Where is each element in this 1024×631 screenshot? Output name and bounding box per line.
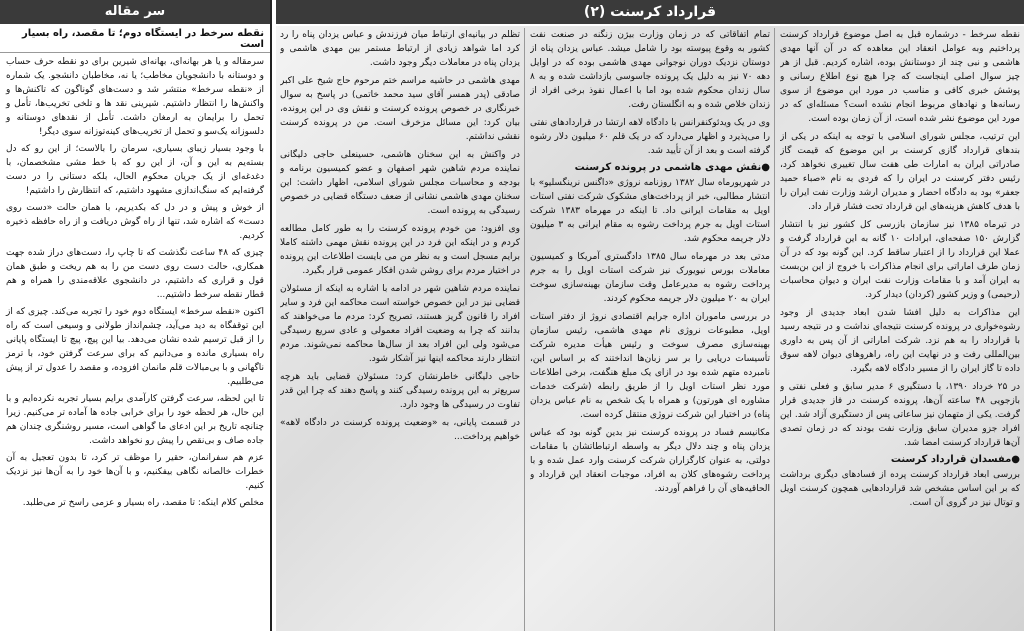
editorial-paragraph: عزم هم سفرانمان، حقیر را موظف تر کرد، تا بدون تعجیل به آن خطرات خالصانه نگاهی بیفکنیم، و با آن‌ها خود را به آن‌ها نیز نزدیک کنیم. xyxy=(6,453,264,491)
editorial-column xyxy=(0,0,272,631)
article-paragraph: مهدی هاشمی در حاشیه مراسم ختم مرحوم حاج شیخ علی اکبر صادقی (پدر همسر آقای سید محمد خاتمی) در پاسخ به سوال خبرنگاری در خصوص پرونده کرسنت و نقش وی در این پرونده، بیان کرد: این مسائل مزخرف است. من در پرونده کرسنت نقشی نداشتم. xyxy=(280,76,520,142)
article-column-2 xyxy=(530,28,770,631)
article-column-3 xyxy=(280,28,520,631)
editorial-body xyxy=(0,53,270,515)
article-body xyxy=(276,26,1024,631)
article-section xyxy=(276,0,1024,631)
article-paragraph: مدتی بعد در مهرماه سال ۱۳۸۵ دادگستری آمریکا و کمیسیون معاملات بورس نیویورک نیز شرکت استات اویل را به جرم پرداخت رشوه به مدیرعامل وقت سازمان بهینه‌سازی سوخت ایران به ۲۰ میلیون دلار جریمه محکوم کردند. xyxy=(530,252,770,304)
editorial-paragraph: سرمقاله و یا هر بهانه‌ای، بهانه‌ای شیرین برای دو نقطه حرف حساب و دوستانه با دانشجویان مخاطب؛ یا نه، مخاطبان دانشجو. یک شماره از «نقطه سرخط» منتشر شد و دست‌های گوناگون که تاکنش‌ها و واکنش‌ها را انتظار داشتیم. شیرینی نقد ها و تلخی تخریب‌ها، تأمل و تحمل را برایمان به ارمغان داشت. تأمل از نقدهای دوستانه و دلسوزانه یک‌سو و تحمل از تخریب‌های کینه‌توزانه سوی دیگر! xyxy=(6,57,264,137)
article-paragraph: در بررسی ماموران اداره جرایم اقتصادی نروژ از دفتر استات اویل، مطبوعات نروژی نام مهدی هاشمی، رئیس سازمان بهینه‌سازی مصرف سوخت و رئیس هیأت مدیره شرکت تأسیسات دریایی را بر سر زبان‌ها انداختند که بر اساس این، نامبرده متهم شده بود در ازای یک مبلغ هنگفت، برخی اطلاعات مورد نظر استات اویل را از طریق رابطه (شرکت خدمات مشاوره ای هورتون) و همراه با یک شخص به نام عباس یزدان پناه) در اختیار این شرکت نروژی منتقل کرده است. xyxy=(530,312,770,420)
article-column-1 xyxy=(780,28,1020,631)
article-paragraph: بررسی ابعاد قرارداد کرسنت پرده از فسادهای دیگری برداشت که بر این اساس مشخص شد قراردادهایی همچون کرسنت اویل و توتال نیز در گروی آن است. xyxy=(780,470,1020,508)
article-paragraph: وی افزود: من خودم پرونده کرسنت را به طور کامل مطالعه کردم و در اینکه این فرد در این پرونده نقش مهمی داشته کاملا برایم مسجل است و به نظر من می بایست اطلاعات این پرونده در اختیار مردم برای روشن شدن افکار عمومی قرار بگیرد. xyxy=(280,224,520,276)
column-divider xyxy=(774,28,775,631)
article-subheading: ●مفسدان قرارداد کرسنت xyxy=(890,454,1020,465)
article-paragraph: این ترتیب، مجلس شورای اسلامی با توجه به اینکه در یکی از بندهای قرارداد گازی کرسنت بر این موضوع که قیمت گاز صادراتی ایران به امارات طی هفت سال تغییری نخواهد کرد، رئیس دفتر کرسنت در ایران را که فردی به نام «صباء حمید جعفر» بود به دادگاه احضار و مدیران ارشد وزارت نفت ایران را با هدف کاهش هزینه‌های این قرارداد تحت فشار قرار داد. xyxy=(780,132,1020,212)
article-paragraph: نقطه سرخط - درشماره قبل به اصل موضوع قرارداد کرسنت پرداختیم وبه عوامل انعقاد این معاهده که در آن آنها مهدی هاشمی و نبی چند از دوستانش بوده، اشاره کردیم. قبل از هر چیز سوال اصلی اینجاست که چرا هیچ نوع اطلاع رسانی و پوشش خبری کافی و مناسب در مورد این موضوع از سوی رسانه‌ها و نهادهای مربوط انجام نشده است؟ مسئله‌ای که در مورد این موضوع نشر شده است، از آن زمان بوده است. xyxy=(780,30,1020,124)
editorial-paragraph: اکنون «نقطه سرخط» ایستگاه دوم خود را تجربه می‌کند. چیزی که از این توقفگاه به دید می‌آید، چشم‌انداز طولانی و وسیعی است که راه را از قبل ترسیم شده نشان می‌دهد. بیا این پیچ، پیچ تا ایستگاه پایانی راه بسیاری مانده و می‌دانیم که برای سرعت گرفتن خود، با ترمز ناگهانی و با بی‌مبالات قلم مانمان افزوده، و مقصد را عدول تر از پیش می‌طلبیم. xyxy=(6,307,264,387)
editorial-paragraph: مخلص کلام اینکه: تا مقصد، راه بسیار و عزمی راسخ تر می‌طلبد. xyxy=(22,498,264,508)
article-paragraph: در شهریورماه سال ۱۳۸۲ روزنامه نروژی «داگنس نرینگسلیو» با انتشار مطالبی، خبر از پرداخت‌های مشکوک شرکت نفتی استات اویل به مقامات ایرانی داد. تا اینکه در مهرماه ۱۳۸۳ شرکت استات اویل به جرم پرداخت رشوه به مقام ایرانی به ۳ میلیون دلار جریمه محکوم شد. xyxy=(530,178,770,244)
article-paragraph: این مذاکرات به دلیل افشا شدن ابعاد جدیدی از وجود رشوه‌خواری در پرونده کرسنت نتیجه‌ای نداشت و در نتیجه رسید با قرارداد را به هم نزد. شرکت اماراتی از آن پس به داوری بین‌المللی رفت و در نهایت این راه، راهروهای دیوان لاهه سوق داده تا گاز ایران را از مسیر دادگاه لاهه بگیرد. xyxy=(780,308,1020,374)
article-paragraph: در ۲۵ خرداد ۱۳۹۰، با دستگیری ۶ مدیر سابق و فعلی نفتی و بازجویی ۴۸ ساعته آن‌ها، پرونده کرسنت در فاز جدیدی قرار گرفت. یکی از متهمان نیز ساعاتی پس از دستگیری آزاد شد. این افراد جزو مدیران سابق وزارت نفت بودند که در زمان تصدی آن‌ها قرارداد کرسنت امضا شد. xyxy=(780,382,1020,448)
editorial-title: نقطه سرخط در ایستگاه دوم؛ تا مقصد، راه بسیار است xyxy=(0,24,270,53)
article-paragraph: در تیرماه ۱۳۸۵ نیز سازمان بازرسی کل کشور نیز با انتشار گزارش ۱۵۰ صفحه‌ای، ابرادات ۱۰ گانه به این قرارداد گرفت و عملا این قرارداد را از اعتبار ساقط کرد. این گونه بود که در آن زمان طرف اماراتی برای انجام مذاکرات با خروج از این بن‌بست به ایران آمد و با مقامات وزارت نفت ایران و دیوان محاسبات (رحیمی) و وزیر کشور (کردان) دیدار کرد. xyxy=(780,220,1020,300)
article-paragraph: در قسمت پایانی، به «وضعیت پرونده کرسنت در دادگاه لاهه» خواهیم پرداخت... xyxy=(280,418,520,442)
article-paragraph: مکانیسم فساد در پرونده کرسنت نیز بدین گونه بود که عباس یزدان پناه و چند دلال دیگر به واسطه ارتباطاتشان با مقامات دولتی، به عنوان کارگزاران شرکت کرسنت وارد عمل شده و با پرداخت رشوه‌های کلان به افراد، موجبات انعقاد این قرارداد و الحاقیه‌های آن را فراهم آوردند. xyxy=(530,428,770,494)
article-header: قرارداد کرسنت (۲) xyxy=(276,0,1024,24)
article-paragraph: در واکنش به این سخنان هاشمی، حسینعلی حاجی دلیگانی نماینده مردم شاهین شهر اصفهان و عضو کمیسیون برنامه و بودجه و محاسبات مجلس شورای اسلامی، اظهار داشت: این سخنان مهدی هاشمی نشانی از ضعف دستگاه قضایی در خصوص رسیدگی به پرونده است. xyxy=(280,150,520,216)
article-paragraph: حاجی دلیگانی خاطرنشان کرد: مسئولان قضایی باید هرچه سریع‌تر به این پرونده رسیدگی کنند و پاسخ دهند که چرا این قدر تفاوت در رسیدگی ها وجود دارد. xyxy=(280,372,520,410)
editorial-paragraph: تا این لحظه، سرعت گرفتن کارآمدی برایم بسیار تجربه نکرده‌ایم و با این حال، هر لحظه خود را برای خرابی جاده ها آماده تر می‌کنیم. زیرا چنانچه تاریخ بر این ادعای ما گواهی است، مسیر روشنگری چندان هم جاده صاف و بی‌نقص را پیش رو نخواهد داشت. xyxy=(6,394,264,446)
article-paragraph: تمام اتفاقاتی که در زمان وزارت بیژن زنگنه در صنعت نفت کشور به وقوع پیوسته بود را شامل میشد. عباس یزدان پناه از دوستان نزدیک دوران نوجوانی مهدی هاشمی بوده که در اوایل دهه ۷۰ نیز به دلیل یک پرونده جاسوسی بازداشت شده و به ۸ سال زندان محکوم شده بود اما با اعمال نفوذ برخی افراد از زندان خلاص شده و به انگلستان رفت. xyxy=(530,30,770,110)
editorial-paragraph: چیزی که ۴۸ ساعت نگذشت که تا چاپ را، دست‌های دراز شده جهت همکاری، حالت دست روی دست من را به هم ریخت و طبق همان قول و قراری که داشتیم، در دانشجوی علاقه‌مندی را همراه و هم قطار نقطه سرخط داشتیم... xyxy=(6,248,264,300)
article-subheading: ●نقش مهدی هاشمی در پرونده کرسنت xyxy=(574,162,770,173)
editorial-paragraph: از خوش و پیش و در دل که بکدیریم، با همان حالت «دست روی دست» که اشاره شد، تنها از راه گوش دریافت و از راه حافظه ذخیره کردیم. xyxy=(6,203,264,241)
article-paragraph: وی در یک ویدئوکنفرانس با دادگاه لاهه ارتشا در قراردادهای نفتی را می‌پذیرد و اظهار می‌دارد که در یک قلم ۶۰ میلیون دلار رشوه گرفته است و بعد از آن تأیید شد. xyxy=(530,118,770,156)
article-paragraph: نماینده مردم شاهین شهر در ادامه با اشاره به اینکه از مسئولان قضایی نیز در این خصوص خواسته است محاکمه این فرد و سایر افراد را قانون گریز هستند، تصریح کرد: مردم ما می‌خواهند که بدانند که چرا به وضعیت افراد معمولی و عادی سریع رسیدگی می‌شود ولی این افراد بعد از سال‌ها محاکمه نمی‌شوند. مردم انتظار دارند محاکمه اینها نیز آشکار شود. xyxy=(280,284,520,364)
editorial-header: سر مقاله xyxy=(0,0,270,24)
editorial-paragraph: با وجود بسیار زیبای بسیاری، سرمان را بالاست؛ از این رو که دل بسته‌یم به این و آن، از این رو که با خط مشی مشخصمان، با دغدغه‌ای از یک جریان محکوم الحال، بلکه دستانی را در دست گرفته‌ایم که سنگ‌اندازی مشهود داشتیم، که انتظارش را داشتیم! xyxy=(6,144,264,196)
article-paragraph: تظلم در بیانیه‌ای ارتباط میان فرزندش و عباس یزدان پناه را رد کرد اما شواهد زیادی از ارتباط مستمر بین مهدی هاشمی و یزدان پناه در معاملات دیگر وجود داشت. xyxy=(280,30,520,68)
column-divider xyxy=(524,28,525,631)
